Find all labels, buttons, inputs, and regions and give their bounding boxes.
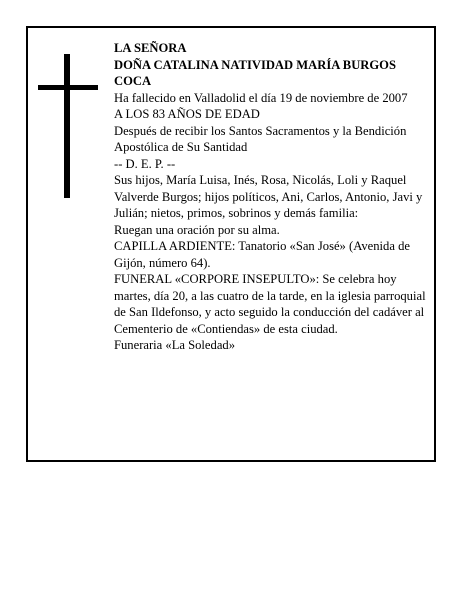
chapel-info: CAPILLA ARDIENTE: Tanatorio «San José» (Avenida de Gijón, número 64).	[114, 239, 410, 270]
sacraments-statement: Después de recibir los Santos Sacramentos y la Bendición Apostólica de Su Santidad	[114, 123, 407, 154]
funeral-info: FUNERAL «CORPORE INSEPULTO»: Se celebra hoy martes, día 20, a las cuatro de la tarde, en la iglesia parroquial de San Ildefonso, y acto seguido la conducción del cadáver al Cementerio de «Contiendas» de esta ciudad.	[114, 272, 426, 336]
death-statement: Ha fallecido en Valladolid el día 19 de noviembre de 2007	[114, 90, 408, 105]
funeral-home: Funeraria «La Soledad»	[114, 338, 235, 352]
latin-cross-icon	[38, 54, 98, 198]
prayer-request: Ruegan una oración por su alma.	[114, 222, 280, 237]
family-mourners: Sus hijos, María Luisa, Inés, Rosa, Nicolás, Loli y Raquel Valverde Burgos; hijos políticos, Ani, Carlos, Antonio, Javi y Julián; nietos, primos, sobrinos y demás familia:	[114, 173, 423, 220]
age-statement: A LOS 83 AÑOS DE EDAD	[114, 107, 260, 121]
obituary-text	[114, 40, 426, 354]
rip-line: -- D. E. P. --	[114, 156, 176, 171]
cross-vertical-bar	[64, 54, 70, 198]
deceased-title: LA SEÑORA	[114, 41, 187, 55]
cross-horizontal-bar	[38, 85, 98, 90]
deceased-name: DOÑA CATALINA NATIVIDAD MARÍA BURGOS COCA	[114, 57, 396, 88]
